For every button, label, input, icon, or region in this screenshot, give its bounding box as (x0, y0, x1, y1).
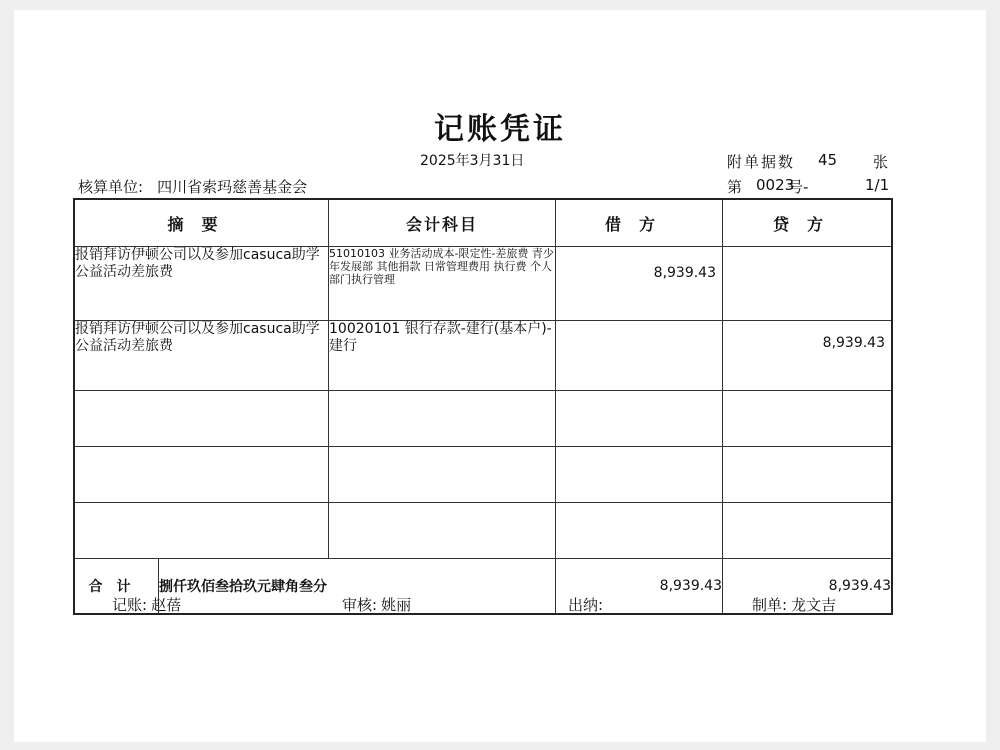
total-credit: 8,939.43 (723, 559, 893, 615)
voucher-page: 1/1 (865, 176, 890, 194)
entry-account: 10020101 银行存款-建行(基本户)-建行 (329, 321, 556, 391)
cashier-label: 出纳: (568, 596, 604, 614)
empty-cell (74, 391, 329, 447)
cashier-signature (568, 594, 607, 615)
voucher-number: 0023 (756, 176, 795, 194)
total-amount-in-words: 捌仟玖佰叁拾玖元肆角叁分 (159, 559, 556, 615)
bookkeeper-name: 赵蓓 (151, 596, 182, 614)
empty-cell (723, 503, 893, 559)
voucher-number-label: 第 (727, 178, 743, 196)
attachment-count: 45 (818, 151, 838, 169)
preparer-name: 龙文吉 (791, 596, 837, 614)
table-header-row (74, 199, 892, 247)
table-row (74, 321, 892, 391)
empty-cell (74, 447, 329, 503)
entry-credit (723, 247, 893, 321)
voucher-table (73, 198, 893, 615)
table-row (74, 247, 892, 321)
entry-debit (556, 321, 723, 391)
entry-account: 51010103 业务活动成本-限定性-差旅费 青少年发展部 其他捐款 日常管理费用 执行费 个人 部门执行管理 (329, 247, 556, 321)
voucher-title: 记账凭证 (434, 112, 566, 147)
header-account: 会计科目 (329, 199, 556, 247)
total-label: 合计 (74, 559, 159, 615)
preparer-label: 制单: (752, 596, 788, 614)
voucher-date: 2025年3月31日 (420, 153, 525, 169)
table-row-empty (74, 447, 892, 503)
empty-cell (723, 447, 893, 503)
voucher-number-suffix: 号- (788, 178, 809, 196)
preparer-signature (752, 594, 836, 615)
bookkeeper-label: 记账: (112, 596, 148, 614)
empty-cell (723, 391, 893, 447)
reviewer-signature (342, 594, 411, 615)
entry-credit: 8,939.43 (723, 321, 893, 391)
bookkeeper-signature (112, 594, 181, 615)
empty-cell (329, 391, 556, 447)
table-row-empty (74, 391, 892, 447)
header-summary: 摘要 (74, 199, 329, 247)
accounting-unit-name: 四川省索玛慈善基金会 (157, 178, 308, 196)
header-credit: 贷方 (723, 199, 893, 247)
entry-summary: 报销拜访伊顿公司以及参加casuca助学公益活动差旅费 (74, 247, 329, 321)
reviewer-label: 审核: (342, 596, 378, 614)
accounting-unit-label: 核算单位: (78, 178, 144, 196)
empty-cell (329, 447, 556, 503)
accounting-unit (78, 176, 307, 197)
empty-cell (556, 503, 723, 559)
empty-cell (556, 447, 723, 503)
attachment-label: 附单据数 (727, 153, 796, 171)
header-debit: 借方 (556, 199, 723, 247)
entry-debit: 8,939.43 (556, 247, 723, 321)
table-row-empty (74, 503, 892, 559)
attachment-unit: 张 (873, 153, 889, 171)
empty-cell (329, 503, 556, 559)
empty-cell (74, 503, 329, 559)
entry-summary: 报销拜访伊顿公司以及参加casuca助学公益活动差旅费 (74, 321, 329, 391)
empty-cell (556, 391, 723, 447)
reviewer-name: 姚丽 (381, 596, 412, 614)
total-debit: 8,939.43 (556, 559, 723, 615)
